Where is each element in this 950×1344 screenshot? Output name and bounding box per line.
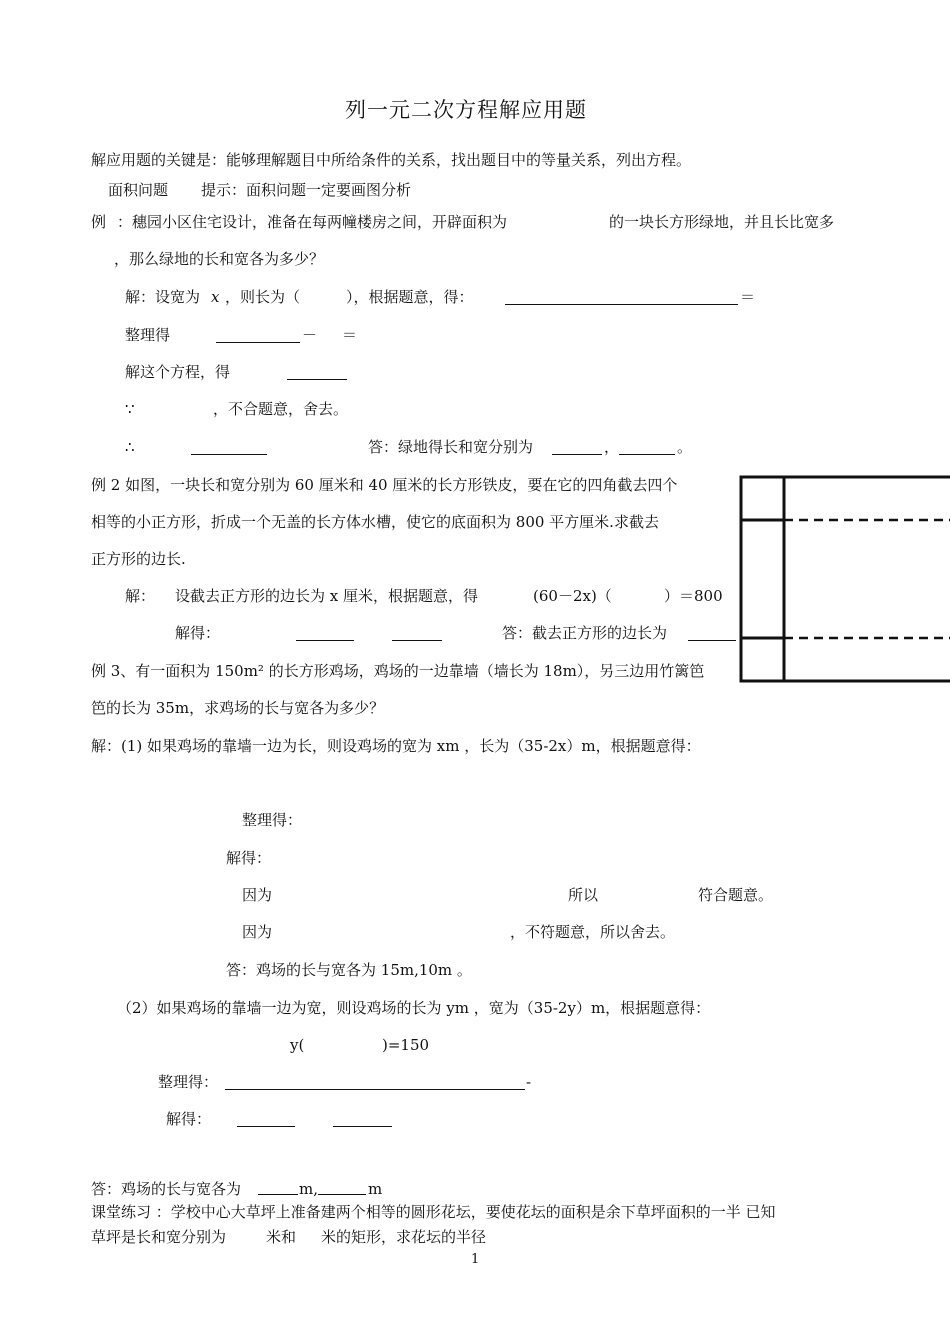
because-symbol: ∵	[125, 400, 135, 418]
example1-period: 。	[677, 438, 693, 456]
example1-blank-roots	[287, 379, 347, 380]
example3-blank-root1	[237, 1126, 295, 1127]
example2-sol-text: 设截去正方形的边长为 x 厘米，根据题意，得	[175, 587, 478, 605]
example3-part2: （2）如果鸡场的靠墙一边为宽，则设鸡场的长为 ym ，宽为（35-2y）m，根据题意得：	[117, 999, 711, 1017]
practice-text2b: 米和	[266, 1228, 297, 1246]
example3-simplify2: 整理得：	[158, 1073, 219, 1091]
practice-text1: 课堂练习 ：学校中心大草坪上准备建两个相等的圆形花坛，要使花坛的面积是余下草坪面积的一半 已知	[91, 1203, 776, 1221]
practice-text2c: 米的矩形，求花坛的半径	[321, 1228, 487, 1246]
section-heading: 面积问题	[108, 181, 169, 199]
example1-text-b: 的一块长方形绿地，并且长比宽多	[609, 213, 835, 231]
example1-blank-equation	[505, 304, 738, 305]
practice-text2a: 草坪是长和宽分别为	[91, 1228, 227, 1246]
page-number: 1	[471, 1252, 480, 1267]
example3-solve2: 解得：	[166, 1110, 212, 1128]
example2-sol-eq-b: ）＝800	[664, 587, 723, 605]
example1-line3: 解这个方程，得	[125, 363, 231, 381]
example1-line4: ，不合题意，舍去。	[213, 400, 349, 418]
example1-answer: 答：绿地得长和宽分别为	[368, 438, 534, 456]
example3-blank-root2	[333, 1126, 392, 1127]
example1-blank-result	[191, 454, 267, 455]
example2-text1: 例 2 如图，一块长和宽分别为 60 厘米和 40 厘米的长方形铁皮，要在它的四角截去四个	[91, 476, 678, 494]
example2-text3: 正方形的边长.	[91, 550, 186, 568]
page-title: 列一元二次方程解应用题	[345, 98, 587, 122]
example3-text1: 例 3、有一面积为 150m² 的长方形鸡场，鸡场的一边靠墙（墙长为 18m），另三边用竹篱笆	[91, 662, 705, 680]
example3-so: 所以	[568, 886, 599, 904]
example3-fits: 符合题意。	[698, 886, 774, 904]
example1-label: 例	[91, 213, 107, 231]
example3-unit-m1: m,	[299, 1180, 318, 1198]
example1-line1-a: 解：设宽为	[125, 288, 201, 306]
example3-blank-simplify2	[225, 1089, 525, 1090]
example3-blank-width	[318, 1194, 366, 1195]
example2-sol-label: 解：	[125, 587, 156, 605]
example2-text2: 相等的小正方形，折成一个无盖的长方体水槽，使它的底面积为 800 平方厘米.求截去	[91, 513, 659, 531]
example2-blank-root1	[296, 640, 354, 641]
example2-blank-root2	[392, 640, 442, 641]
example3-text2: 笆的长为 35m，求鸡场的长与宽各为多少？	[91, 699, 385, 717]
example3-answer2: 答：鸡场的长与宽各为	[91, 1180, 242, 1198]
section-hint: 提示：面积问题一定要画图分析	[201, 181, 412, 199]
example2-answer: 答：截去正方形的边长为	[502, 624, 668, 642]
example2-blank-answer	[688, 640, 736, 641]
example3-simplify: 整理得：	[242, 811, 303, 829]
example3-solve: 解得：	[226, 849, 272, 867]
example1-line2: 整理得	[125, 326, 171, 344]
example1-var-x: x	[211, 288, 220, 306]
sheet-outline	[741, 477, 950, 681]
example3-blank-length	[258, 1194, 298, 1195]
example1-text-a: ：穗园小区住宅设计，准备在每两幢楼房之间，开辟面积为	[117, 213, 508, 231]
example1-line1-c: ），根据题意，得：	[346, 288, 474, 306]
example3-part1: 解：(1) 如果鸡场的靠墙一边为长，则设鸡场的宽为 xm ，长为（35-2x）m，根据题意得：	[91, 737, 701, 755]
therefore-symbol: ∴	[125, 438, 135, 456]
example3-eq-b: )=150	[382, 1036, 430, 1054]
example3-answer1: 答：鸡场的长与宽各为 15m,10m 。	[226, 961, 472, 979]
example1-comma: ，	[604, 438, 620, 456]
example1-line1-b: ，则长为（	[225, 288, 301, 306]
sheet-diagram	[737, 473, 950, 685]
example3-eq-a: y(	[290, 1036, 305, 1054]
example1-blank-simplified	[216, 342, 300, 343]
example3-because2: 因为	[242, 923, 273, 941]
intro-text: 解应用题的关键是：能够理解题目中所给条件的关系，找出题目中的等量关系，列出方程。	[91, 151, 692, 169]
example3-unit-m2: m	[368, 1180, 383, 1198]
example3-not-fit: ，不符题意，所以舍去。	[510, 923, 676, 941]
example1-blank-length	[552, 454, 602, 455]
example3-dash: -	[526, 1073, 532, 1091]
example1-minus: －	[302, 326, 318, 344]
example3-because1: 因为	[242, 886, 273, 904]
example2-solve-label: 解得：	[175, 624, 221, 642]
example1-blank-width	[619, 454, 675, 455]
example1-eq-sign: ＝	[740, 288, 756, 306]
example2-sol-eq-a: (60－2x)（	[533, 587, 612, 605]
example1-equals: ＝	[342, 326, 358, 344]
example1-text-c: ，那么绿地的长和宽各为多少？	[114, 250, 325, 268]
